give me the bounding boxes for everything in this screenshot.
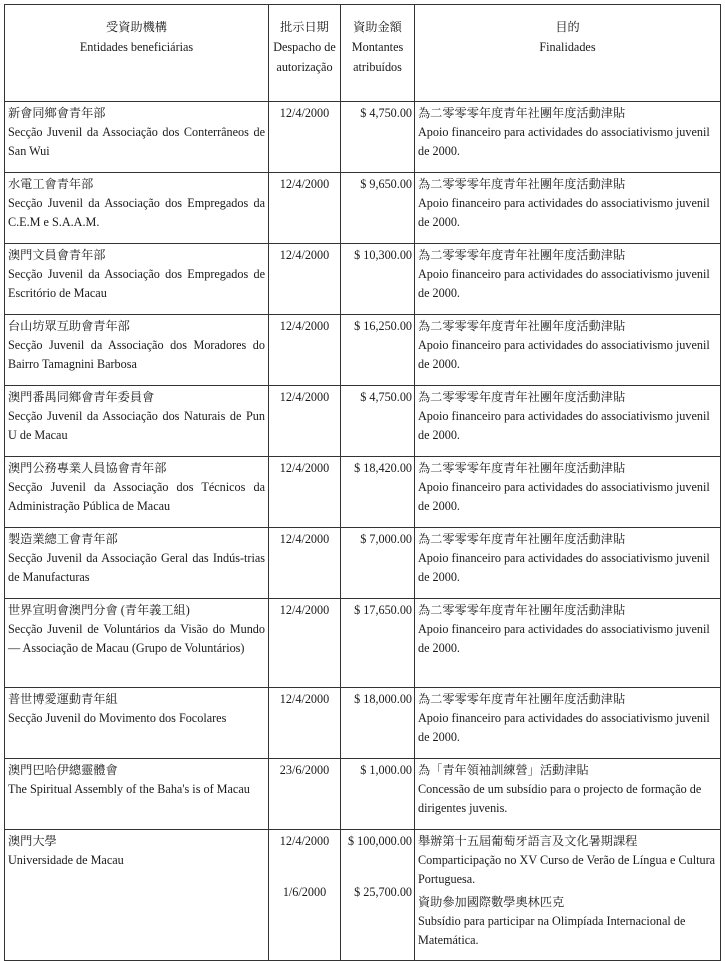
purpose-zh-2: 資助參加國際數學奧林匹克 <box>418 895 565 909</box>
purpose-cell <box>415 759 721 830</box>
subsidy-table <box>4 4 721 961</box>
purpose-zh: 為二零零零年度青年社團年度活動津貼 <box>418 177 626 191</box>
header-date-zh: 批示日期 <box>280 20 329 34</box>
header-amount-pt-1: Montantes <box>351 40 404 54</box>
header-entities-pt: Entidades beneficiárias <box>79 40 194 54</box>
amount-value: $ 100,000.00 <box>348 834 412 848</box>
entity-cell <box>5 173 269 244</box>
amount-value-2: $ 25,700.00 <box>354 885 412 899</box>
date-cell: 12/4/2000 <box>269 386 341 457</box>
purpose-pt: Apoio financeiro para actividades do associativismo juvenil de 2000. <box>418 267 710 300</box>
header-amount-pt-2: atribuídos <box>353 60 402 74</box>
purpose-cell <box>415 244 721 315</box>
entity-zh: 澳門文員會青年部 <box>8 248 106 262</box>
header-amount <box>341 5 415 102</box>
date-cell: 12/4/2000 <box>269 173 341 244</box>
date-cell: 12/4/2000 <box>269 599 341 688</box>
table-row <box>5 830 721 961</box>
date-cell: 12/4/2000 <box>269 688 341 759</box>
amount-cell: $ 9,650.00 <box>341 173 415 244</box>
table-row <box>5 599 721 688</box>
amount-cell: $ 7,000.00 <box>341 528 415 599</box>
date-cell: 12/4/2000 <box>269 457 341 528</box>
table-row <box>5 244 721 315</box>
entity-pt: Secção Juvenil da Associação dos Empregados de Escritório de Macau <box>8 267 265 300</box>
entity-cell <box>5 244 269 315</box>
entity-zh: 普世博愛運動青年組 <box>8 692 118 706</box>
purpose-zh: 為二零零零年度青年社團年度活動津貼 <box>418 248 626 262</box>
purpose-zh: 為二零零零年度青年社團年度活動津貼 <box>418 603 626 617</box>
entity-zh: 台山坊眾互助會青年部 <box>8 319 130 333</box>
purpose-pt: Apoio financeiro para actividades do associativismo juvenil de 2000. <box>418 711 710 744</box>
purpose-zh: 為二零零零年度青年社團年度活動津貼 <box>418 692 626 706</box>
entity-zh: 世界宣明會澳門分會 (青年義工組) <box>8 603 190 617</box>
row-spacer <box>341 851 412 883</box>
entity-pt: Secção Juvenil do Movimento dos Focolares <box>8 711 227 725</box>
table-row <box>5 173 721 244</box>
entity-zh: 澳門公務專業人員協會青年部 <box>8 461 167 475</box>
purpose-cell <box>415 315 721 386</box>
purpose-zh: 為二零零零年度青年社團年度活動津貼 <box>418 532 626 546</box>
purpose-zh: 為二零零零年度青年社團年度活動津貼 <box>418 461 626 475</box>
header-date-pt-2: autorização <box>276 60 333 74</box>
date-value: 12/4/2000 <box>279 834 330 848</box>
purpose-cell <box>415 173 721 244</box>
amount-cell: $ 18,000.00 <box>341 688 415 759</box>
header-purpose <box>415 5 721 102</box>
header-purpose-zh: 目的 <box>555 20 580 34</box>
purpose-pt-2: Subsídio para participar na Olimpíada Internacional de Matemática. <box>418 914 686 947</box>
entity-pt: The Spiritual Assembly of the Baha's is of Macau <box>8 782 250 796</box>
header-entities <box>5 5 269 102</box>
entity-zh: 澳門大學 <box>8 834 57 848</box>
date-cell: 23/6/2000 <box>269 759 341 830</box>
entity-cell <box>5 457 269 528</box>
purpose-zh: 為「青年領袖訓練營」活動津貼 <box>418 763 589 777</box>
amount-cell: $ 4,750.00 <box>341 102 415 173</box>
date-cell: 12/4/2000 <box>269 528 341 599</box>
entity-cell <box>5 528 269 599</box>
purpose-pt: Apoio financeiro para actividades do associativismo juvenil de 2000. <box>418 125 710 158</box>
purpose-pt: Apoio financeiro para actividades do associativismo juvenil de 2000. <box>418 551 710 584</box>
purpose-pt: Apoio financeiro para actividades do associativismo juvenil de 2000. <box>418 196 710 229</box>
table-row <box>5 528 721 599</box>
purpose-zh: 為二零零零年度青年社團年度活動津貼 <box>418 106 626 120</box>
purpose-pt: Comparticipação no XV Curso de Verão de Língua e Cultura Portuguesa. <box>418 853 716 886</box>
entity-pt: Secção Juvenil da Associação dos Empregados da C.E.M e S.A.A.M. <box>8 196 265 229</box>
entity-cell <box>5 102 269 173</box>
header-purpose-pt: Finalidades <box>539 40 596 54</box>
purpose-cell <box>415 386 721 457</box>
table-row <box>5 315 721 386</box>
amount-cell: $ 16,250.00 <box>341 315 415 386</box>
date-cell: 12/4/2000 <box>269 244 341 315</box>
purpose-cell <box>415 102 721 173</box>
entity-zh: 澳門番禺同鄉會青年委員會 <box>8 390 155 404</box>
amount-cell: $ 1,000.00 <box>341 759 415 830</box>
purpose-cell <box>415 528 721 599</box>
table-header-row <box>5 5 721 102</box>
date-cell: 12/4/2000 <box>269 315 341 386</box>
entity-pt: Secção Juvenil da Associação Geral das Indús-trias de Manufacturas <box>8 551 265 584</box>
purpose-cell <box>415 830 721 961</box>
table-row <box>5 688 721 759</box>
entity-zh: 水電工會青年部 <box>8 177 94 191</box>
entity-pt: Secção Juvenil da Associação dos Moradores do Bairro Tamagnini Barbosa <box>8 338 265 371</box>
entity-pt: Secção Juvenil da Associação dos Conterrâneos de San Wui <box>8 125 265 158</box>
amount-cell <box>341 830 415 961</box>
purpose-pt: Apoio financeiro para actividades do associativismo juvenil de 2000. <box>418 622 710 655</box>
date-cell <box>269 830 341 961</box>
header-amount-zh: 資助金額 <box>353 20 402 34</box>
purpose-zh: 舉辦第十五屆葡萄牙語言及文化暑期課程 <box>418 834 638 848</box>
entity-zh: 製造業總工會青年部 <box>8 532 118 546</box>
header-date-pt-1: Despacho de <box>273 40 336 54</box>
purpose-zh: 為二零零零年度青年社團年度活動津貼 <box>418 390 626 404</box>
table-row <box>5 759 721 830</box>
header-date <box>269 5 341 102</box>
amount-cell: $ 10,300.00 <box>341 244 415 315</box>
purpose-pt: Concessão de um subsídio para o projecto de formação de dirigentes juvenis. <box>418 782 702 815</box>
entity-pt: Secção Juvenil da Associação dos Técnicos da Administração Pública de Macau <box>8 480 265 513</box>
amount-cell: $ 17,650.00 <box>341 599 415 688</box>
date-value-2: 1/6/2000 <box>282 885 327 899</box>
amount-cell: $ 4,750.00 <box>341 386 415 457</box>
amount-cell: $ 18,420.00 <box>341 457 415 528</box>
entity-cell <box>5 315 269 386</box>
entity-zh: 澳門巴哈伊總靈體會 <box>8 763 118 777</box>
purpose-pt: Apoio financeiro para actividades do associativismo juvenil de 2000. <box>418 409 710 442</box>
purpose-cell <box>415 688 721 759</box>
purpose-zh: 為二零零零年度青年社團年度活動津貼 <box>418 319 626 333</box>
entity-cell <box>5 599 269 688</box>
date-cell: 12/4/2000 <box>269 102 341 173</box>
entity-pt: Secção Juvenil da Associação dos Naturais de Pun U de Macau <box>8 409 265 442</box>
entity-zh: 新會同鄉會青年部 <box>8 106 106 120</box>
entity-cell <box>5 830 269 961</box>
entity-cell <box>5 688 269 759</box>
entity-cell <box>5 759 269 830</box>
table-row <box>5 102 721 173</box>
purpose-cell <box>415 599 721 688</box>
entity-cell <box>5 386 269 457</box>
row-spacer <box>269 851 340 883</box>
entity-pt: Universidade de Macau <box>8 853 124 867</box>
table-row <box>5 386 721 457</box>
purpose-pt: Apoio financeiro para actividades do associativismo juvenil de 2000. <box>418 480 710 513</box>
entity-pt: Secção Juvenil de Voluntários da Visão do Mundo — Associação de Macau (Grupo de Voluntários) <box>8 622 265 655</box>
purpose-cell <box>415 457 721 528</box>
header-entities-zh: 受資助機構 <box>106 20 167 34</box>
table-row <box>5 457 721 528</box>
purpose-pt: Apoio financeiro para actividades do associativismo juvenil de 2000. <box>418 338 710 371</box>
